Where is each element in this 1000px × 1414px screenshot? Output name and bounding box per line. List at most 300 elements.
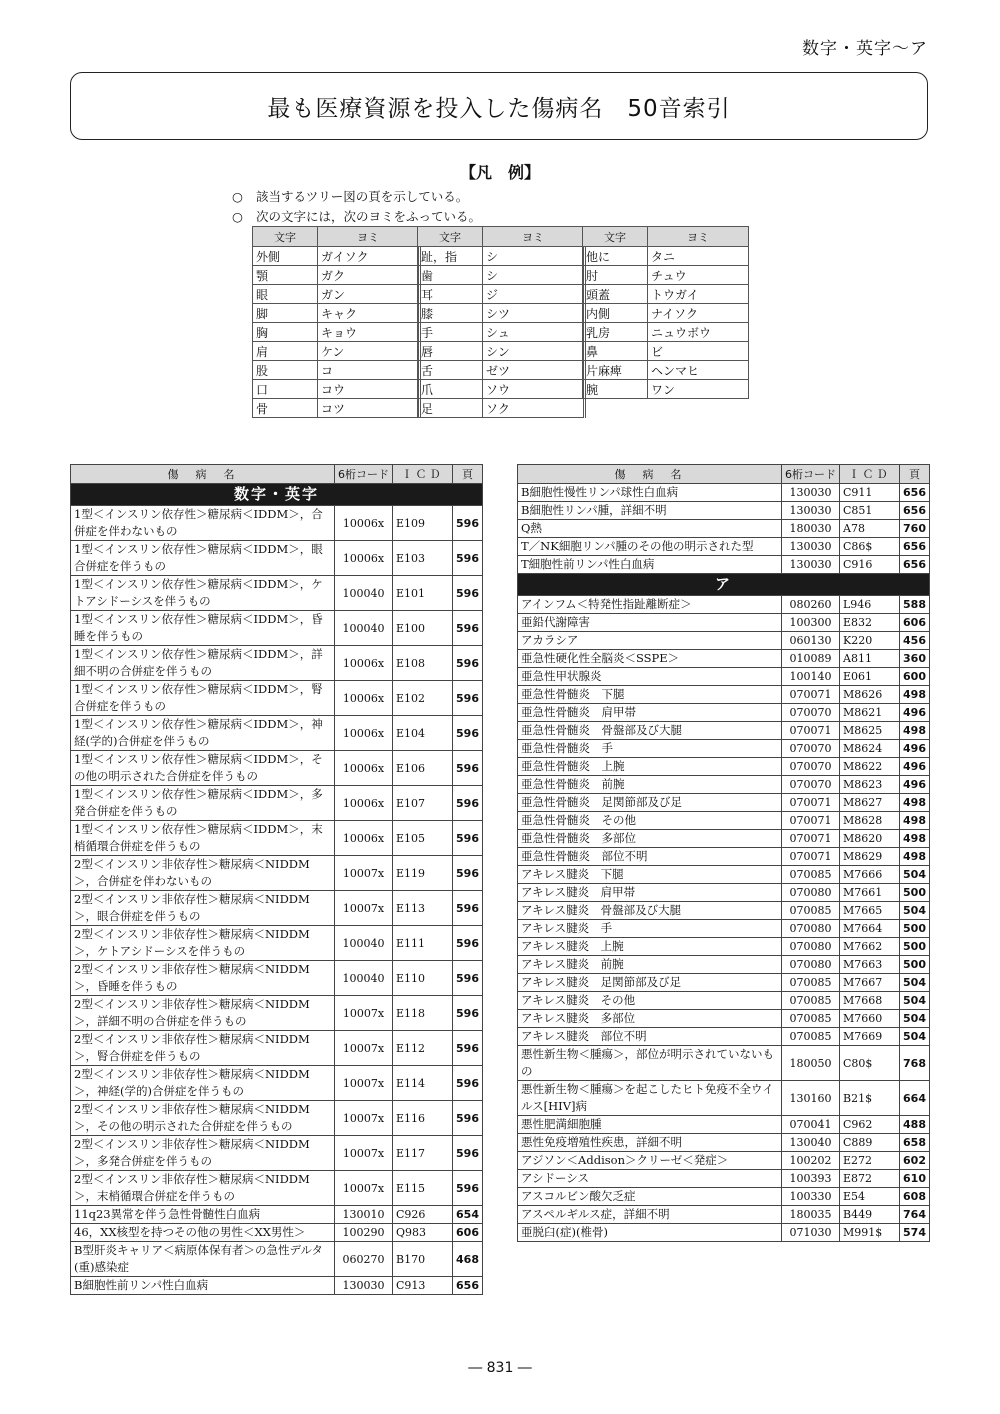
cell-icd: B21$ [840, 1081, 900, 1116]
yomi-row [253, 285, 420, 304]
cell-name: アキレス腱炎 骨盤部及び大腿 [518, 902, 782, 920]
cell-icd: C80$ [840, 1046, 900, 1081]
header-icd: ＩＣＤ [393, 465, 453, 484]
cell-code: 070085 [782, 974, 840, 992]
cell-name: アキレス腱炎 部位不明 [518, 1028, 782, 1046]
cell-page: 496 [900, 758, 930, 776]
table-row [71, 541, 483, 576]
cell-code: 180050 [782, 1046, 840, 1081]
cell-icd: Q983 [393, 1224, 453, 1242]
cell-icd: E100 [393, 611, 453, 646]
cell-page: 498 [900, 686, 930, 704]
cell-page: 596 [453, 751, 483, 786]
cell-code: 070070 [782, 704, 840, 722]
cell-name: 1型＜インスリン依存性＞糖尿病＜IDDM＞，ケトアシドーシスを伴うもの [71, 576, 335, 611]
cell-icd: M7665 [840, 902, 900, 920]
yomi-table [417, 226, 586, 418]
cell-page: 504 [900, 992, 930, 1010]
yomi-row [253, 323, 420, 342]
yomi-char: 頭蓋 [583, 285, 648, 304]
table-row [518, 502, 930, 520]
cell-icd: M8624 [840, 740, 900, 758]
table-row [518, 1046, 930, 1081]
cell-page: 608 [900, 1188, 930, 1206]
cell-page: 596 [453, 926, 483, 961]
cell-name: アカラシア [518, 632, 782, 650]
cell-name: アキレス腱炎 足関節部及び足 [518, 974, 782, 992]
cell-page: 596 [453, 786, 483, 821]
cell-code: 010089 [782, 650, 840, 668]
yomi-header: 文字 [253, 227, 318, 247]
yomi-row [583, 323, 749, 342]
cell-name: 亜急性骨髄炎 前腕 [518, 776, 782, 794]
cell-code: 10006x [335, 786, 393, 821]
cell-name: アキレス腱炎 多部位 [518, 1010, 782, 1028]
cell-page: 504 [900, 1010, 930, 1028]
table-header-row [518, 465, 930, 484]
cell-page: 610 [900, 1170, 930, 1188]
cell-code: 10007x [335, 1031, 393, 1066]
cell-page: 504 [900, 866, 930, 884]
cell-page: 596 [453, 506, 483, 541]
yomi-reading: キョウ [318, 323, 420, 342]
table-row [71, 1101, 483, 1136]
cell-icd: B449 [840, 1206, 900, 1224]
cell-code: 10007x [335, 891, 393, 926]
bullet-icon: ○ [232, 209, 243, 224]
cell-icd: K220 [840, 632, 900, 650]
cell-page: 656 [900, 502, 930, 520]
yomi-char: 顎 [253, 266, 318, 285]
cell-name: 2型＜インスリン非依存性＞糖尿病＜NIDDM＞，腎合併症を伴うもの [71, 1031, 335, 1066]
cell-icd: E105 [393, 821, 453, 856]
cell-page: 596 [453, 646, 483, 681]
table-row [71, 1277, 483, 1295]
yomi-row [418, 342, 585, 361]
cell-name: B細胞性慢性リンパ球性白血病 [518, 484, 782, 502]
cell-name: アキレス腱炎 手 [518, 920, 782, 938]
yomi-row [583, 361, 749, 380]
yomi-char: 股 [253, 361, 318, 380]
cell-code: 100040 [335, 611, 393, 646]
yomi-row [253, 361, 420, 380]
cell-page: 596 [453, 541, 483, 576]
table-row [71, 1136, 483, 1171]
legend-note-2 [232, 207, 481, 225]
cell-icd: E106 [393, 751, 453, 786]
index-table-left [70, 464, 483, 1295]
yomi-char: 肩 [253, 342, 318, 361]
cell-code: 130040 [782, 1134, 840, 1152]
cell-name: 1型＜インスリン依存性＞糖尿病＜IDDM＞，詳細不明の合併症を伴うもの [71, 646, 335, 681]
header-page: 頁 [900, 465, 930, 484]
cell-icd: C916 [840, 556, 900, 574]
yomi-reading: コウ [318, 380, 420, 399]
yomi-reading: シ [483, 247, 585, 266]
cell-page: 488 [900, 1116, 930, 1134]
cell-name: 悪性新生物＜腫瘍＞を起こしたヒト免疫不全ウイルス[HIV]病 [518, 1081, 782, 1116]
cell-page: 596 [453, 611, 483, 646]
cell-name: 亜急性骨髄炎 部位不明 [518, 848, 782, 866]
cell-icd: M8629 [840, 848, 900, 866]
table-row [518, 794, 930, 812]
cell-code: 10007x [335, 1171, 393, 1206]
table-row [71, 646, 483, 681]
cell-code: 070070 [782, 776, 840, 794]
yomi-row [583, 380, 749, 399]
cell-icd: E832 [840, 614, 900, 632]
table-row [518, 1206, 930, 1224]
table-row [71, 681, 483, 716]
cell-icd: C911 [840, 484, 900, 502]
yomi-row [253, 380, 420, 399]
cell-code: 060270 [335, 1242, 393, 1277]
cell-icd: M7669 [840, 1028, 900, 1046]
cell-name: 2型＜インスリン非依存性＞糖尿病＜NIDDM＞，多発合併症を伴うもの [71, 1136, 335, 1171]
yomi-header: 文字 [583, 227, 648, 247]
cell-page: 498 [900, 722, 930, 740]
cell-code: 070080 [782, 920, 840, 938]
table-row [518, 758, 930, 776]
table-row [518, 722, 930, 740]
yomi-reading: タニ [648, 247, 749, 266]
cell-code: 10006x [335, 821, 393, 856]
table-row [518, 1170, 930, 1188]
cell-page: 606 [453, 1224, 483, 1242]
cell-icd: E111 [393, 926, 453, 961]
table-row [71, 926, 483, 961]
yomi-reading: ケン [318, 342, 420, 361]
cell-icd: C913 [393, 1277, 453, 1295]
table-row [518, 884, 930, 902]
cell-page: 656 [900, 538, 930, 556]
cell-name: 悪性新生物＜腫瘍＞，部位が明示されていないもの [518, 1046, 782, 1081]
yomi-char: 耳 [418, 285, 483, 304]
table-row [518, 484, 930, 502]
cell-name: アスペルギルス症，詳細不明 [518, 1206, 782, 1224]
cell-icd: M8622 [840, 758, 900, 776]
yomi-row [253, 247, 420, 266]
yomi-char: 外側 [253, 247, 318, 266]
cell-name: 亜鉛代謝障害 [518, 614, 782, 632]
cell-page: 496 [900, 704, 930, 722]
cell-icd: E272 [840, 1152, 900, 1170]
table-row [71, 856, 483, 891]
cell-page: 504 [900, 1028, 930, 1046]
cell-code: 100290 [335, 1224, 393, 1242]
cell-code: 10006x [335, 681, 393, 716]
cell-code: 130030 [782, 484, 840, 502]
cell-icd: C926 [393, 1206, 453, 1224]
yomi-row [418, 285, 585, 304]
table-row [71, 1031, 483, 1066]
yomi-row [418, 304, 585, 323]
yomi-char: 爪 [418, 380, 483, 399]
yomi-reading: ワン [648, 380, 749, 399]
cell-page: 656 [453, 1277, 483, 1295]
yomi-row [583, 342, 749, 361]
cell-name: 亜急性骨髄炎 上腕 [518, 758, 782, 776]
cell-code: 070070 [782, 758, 840, 776]
cell-page: 768 [900, 1046, 930, 1081]
cell-page: 496 [900, 740, 930, 758]
yomi-char: 腕 [583, 380, 648, 399]
cell-name: 亜急性骨髄炎 多部位 [518, 830, 782, 848]
cell-name: 亜急性骨髄炎 その他 [518, 812, 782, 830]
cell-code: 071030 [782, 1224, 840, 1242]
cell-code: 070085 [782, 1028, 840, 1046]
cell-code: 10007x [335, 1066, 393, 1101]
cell-page: 500 [900, 884, 930, 902]
cell-page: 500 [900, 956, 930, 974]
yomi-row [253, 399, 420, 418]
cell-name: 2型＜インスリン非依存性＞糖尿病＜NIDDM＞，その他の明示された合併症を伴うもの [71, 1101, 335, 1136]
cell-name: 悪性肥満細胞腫 [518, 1116, 782, 1134]
cell-icd: M8623 [840, 776, 900, 794]
cell-page: 596 [453, 996, 483, 1031]
section-label: 数字・英字 [71, 484, 483, 506]
table-row [518, 866, 930, 884]
cell-icd: E872 [840, 1170, 900, 1188]
yomi-char: 歯 [418, 266, 483, 285]
cell-page: 498 [900, 830, 930, 848]
yomi-reading: ニュウボウ [648, 323, 749, 342]
cell-name: 2型＜インスリン非依存性＞糖尿病＜NIDDM＞，末梢循環合併症を伴うもの [71, 1171, 335, 1206]
table-row [71, 786, 483, 821]
yomi-char: 口 [253, 380, 318, 399]
table-row [518, 902, 930, 920]
table-row [71, 611, 483, 646]
cell-name: 1型＜インスリン依存性＞糖尿病＜IDDM＞，眼合併症を伴うもの [71, 541, 335, 576]
table-row [518, 956, 930, 974]
table-row [518, 848, 930, 866]
yomi-char: 足 [418, 399, 483, 418]
cell-code: 070085 [782, 992, 840, 1010]
cell-name: 亜急性甲状腺炎 [518, 668, 782, 686]
table-row [71, 716, 483, 751]
cell-icd: E102 [393, 681, 453, 716]
cell-name: アキレス腱炎 前腕 [518, 956, 782, 974]
cell-name: 亜急性骨髄炎 下腿 [518, 686, 782, 704]
cell-icd: E118 [393, 996, 453, 1031]
cell-name: 2型＜インスリン非依存性＞糖尿病＜NIDDM＞，眼合併症を伴うもの [71, 891, 335, 926]
table-row [518, 740, 930, 758]
cell-name: T／NK細胞リンパ腫のその他の明示された型 [518, 538, 782, 556]
yomi-reading: ビ [648, 342, 749, 361]
cell-icd: E117 [393, 1136, 453, 1171]
cell-icd: E110 [393, 961, 453, 996]
table-row [71, 506, 483, 541]
cell-name: 1型＜インスリン依存性＞糖尿病＜IDDM＞，昏睡を伴うもの [71, 611, 335, 646]
yomi-row [418, 266, 585, 285]
yomi-reading: シン [483, 342, 585, 361]
cell-code: 130030 [782, 502, 840, 520]
yomi-header: ヨミ [648, 227, 749, 247]
table-row [71, 961, 483, 996]
cell-name: 亜脱臼(症)(椎骨) [518, 1224, 782, 1242]
cell-name: 2型＜インスリン非依存性＞糖尿病＜NIDDM＞，詳細不明の合併症を伴うもの [71, 996, 335, 1031]
cell-page: 504 [900, 902, 930, 920]
cell-icd: C86$ [840, 538, 900, 556]
cell-name: B細胞性リンパ腫，詳細不明 [518, 502, 782, 520]
header-code: 6桁コード [782, 465, 840, 484]
cell-icd: C851 [840, 502, 900, 520]
table-row [518, 1134, 930, 1152]
yomi-char: 脚 [253, 304, 318, 323]
cell-name: アスコルビン酸欠乏症 [518, 1188, 782, 1206]
cell-icd: M7667 [840, 974, 900, 992]
cell-page: 664 [900, 1081, 930, 1116]
cell-name: アシドーシス [518, 1170, 782, 1188]
cell-icd: E109 [393, 506, 453, 541]
yomi-reading: ソク [483, 399, 585, 418]
cell-code: 070071 [782, 848, 840, 866]
cell-name: アキレス腱炎 上腕 [518, 938, 782, 956]
header-name: 傷 病 名 [518, 465, 782, 484]
table-row [518, 650, 930, 668]
cell-icd: L946 [840, 596, 900, 614]
title-box [70, 72, 928, 140]
cell-icd: E54 [840, 1188, 900, 1206]
cell-code: 070080 [782, 884, 840, 902]
cell-icd: E113 [393, 891, 453, 926]
cell-name: 2型＜インスリン非依存性＞糖尿病＜NIDDM＞，神経(学的)合併症を伴うもの [71, 1066, 335, 1101]
cell-page: 596 [453, 1136, 483, 1171]
cell-code: 130030 [782, 556, 840, 574]
cell-code: 070080 [782, 938, 840, 956]
cell-page: 658 [900, 1134, 930, 1152]
table-row [518, 1116, 930, 1134]
cell-icd: C889 [840, 1134, 900, 1152]
cell-code: 130030 [782, 538, 840, 556]
cell-icd: E061 [840, 668, 900, 686]
cell-icd: E115 [393, 1171, 453, 1206]
yomi-row [583, 285, 749, 304]
cell-icd: M7668 [840, 992, 900, 1010]
cell-icd: E116 [393, 1101, 453, 1136]
cell-code: 100140 [782, 668, 840, 686]
yomi-reading: ナイソク [648, 304, 749, 323]
cell-icd: M8627 [840, 794, 900, 812]
cell-name: 1型＜インスリン依存性＞糖尿病＜IDDM＞，多発合併症を伴うもの [71, 786, 335, 821]
legend-note-text: 次の文字には，次のヨミをふっている。 [256, 209, 482, 224]
cell-icd: M8620 [840, 830, 900, 848]
cell-name: 11q23異常を伴う急性骨髄性白血病 [71, 1206, 335, 1224]
table-header-row [71, 465, 483, 484]
cell-name: アキレス腱炎 その他 [518, 992, 782, 1010]
cell-page: 498 [900, 812, 930, 830]
cell-code: 070071 [782, 830, 840, 848]
table-row [71, 1224, 483, 1242]
cell-page: 596 [453, 716, 483, 751]
cell-page: 596 [453, 821, 483, 856]
cell-icd: M7663 [840, 956, 900, 974]
cell-name: アインフム＜特発性指趾離断症＞ [518, 596, 782, 614]
cell-name: 2型＜インスリン非依存性＞糖尿病＜NIDDM＞，合併症を伴わないもの [71, 856, 335, 891]
cell-icd: E101 [393, 576, 453, 611]
cell-code: 080260 [782, 596, 840, 614]
section-row [71, 484, 483, 506]
cell-name: B型肝炎キャリア＜病原体保有者＞の急性デルタ(重)感染症 [71, 1242, 335, 1277]
cell-code: 130160 [782, 1081, 840, 1116]
table-row [518, 1224, 930, 1242]
cell-code: 100300 [782, 614, 840, 632]
cell-name: 1型＜インスリン依存性＞糖尿病＜IDDM＞，腎合併症を伴うもの [71, 681, 335, 716]
yomi-reading: ゼツ [483, 361, 585, 380]
cell-icd: E104 [393, 716, 453, 751]
cell-icd: M7664 [840, 920, 900, 938]
cell-code: 130030 [335, 1277, 393, 1295]
cell-page: 596 [453, 681, 483, 716]
page-title: 最も医療資源を投入した傷病名 50音索引 [267, 95, 731, 122]
cell-name: アジソン＜Addison＞クリーゼ＜発症＞ [518, 1152, 782, 1170]
table-row [518, 776, 930, 794]
cell-code: 10007x [335, 856, 393, 891]
yomi-char: 唇 [418, 342, 483, 361]
cell-page: 596 [453, 891, 483, 926]
table-row [518, 1010, 930, 1028]
table-row [518, 920, 930, 938]
yomi-row [253, 266, 420, 285]
yomi-char: 趾，指 [418, 247, 483, 266]
cell-icd: E114 [393, 1066, 453, 1101]
cell-name: 1型＜インスリン依存性＞糖尿病＜IDDM＞，末梢循環合併症を伴うもの [71, 821, 335, 856]
cell-code: 100040 [335, 926, 393, 961]
cell-icd: E119 [393, 856, 453, 891]
cell-name: 1型＜インスリン依存性＞糖尿病＜IDDM＞，神経(学的)合併症を伴うもの [71, 716, 335, 751]
cell-icd: E112 [393, 1031, 453, 1066]
cell-page: 596 [453, 576, 483, 611]
yomi-table [252, 226, 421, 418]
cell-code: 070041 [782, 1116, 840, 1134]
yomi-row [583, 304, 749, 323]
section-row [518, 574, 930, 596]
yomi-char: 眼 [253, 285, 318, 304]
yomi-row [418, 247, 585, 266]
cell-page: 496 [900, 776, 930, 794]
table-row [71, 576, 483, 611]
cell-page: 500 [900, 920, 930, 938]
cell-name: 1型＜インスリン依存性＞糖尿病＜IDDM＞，その他の明示された合併症を伴うもの [71, 751, 335, 786]
table-row [518, 556, 930, 574]
yomi-reading: トウガイ [648, 285, 749, 304]
cell-code: 070071 [782, 686, 840, 704]
yomi-reading: シツ [483, 304, 585, 323]
cell-code: 10007x [335, 1101, 393, 1136]
yomi-reading: チュウ [648, 266, 749, 285]
yomi-row [583, 247, 749, 266]
yomi-header: ヨミ [318, 227, 420, 247]
yomi-row [253, 304, 420, 323]
table-row [71, 996, 483, 1031]
yomi-header: ヨミ [483, 227, 585, 247]
table-row [518, 992, 930, 1010]
cell-page: 596 [453, 1031, 483, 1066]
cell-code: 100040 [335, 961, 393, 996]
cell-page: 602 [900, 1152, 930, 1170]
table-row [518, 1188, 930, 1206]
yomi-reading: ガン [318, 285, 420, 304]
cell-code: 100330 [782, 1188, 840, 1206]
yomi-row [418, 399, 585, 418]
yomi-row [583, 266, 749, 285]
yomi-reading: コツ [318, 399, 420, 418]
table-row [518, 938, 930, 956]
table-row [518, 668, 930, 686]
cell-name: B細胞性前リンパ性白血病 [71, 1277, 335, 1295]
cell-page: 764 [900, 1206, 930, 1224]
cell-icd: E107 [393, 786, 453, 821]
